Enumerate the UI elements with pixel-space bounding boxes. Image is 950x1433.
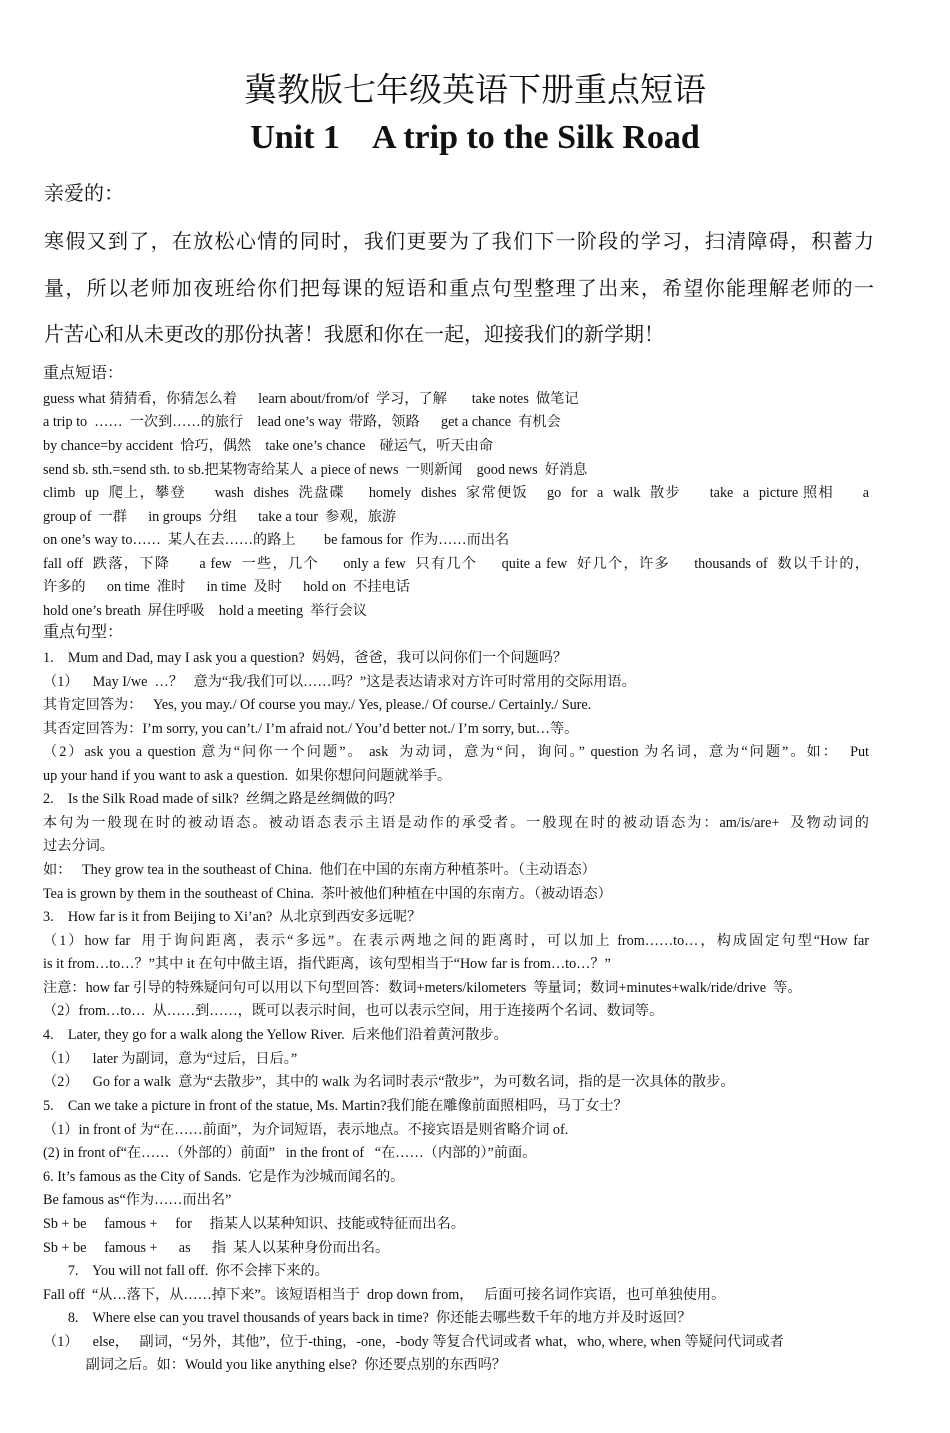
- sentence-line: 其否定回答为：I’m sorry, you can’t./ I’m afraid not./ You’d better not./ I’m sorry, but…等。: [43, 721, 579, 737]
- sentence-line: （1） May I/we …？ 意为“我/我们可以……吗？”这是表达请求对方许可时常用的交际用语。: [43, 674, 636, 690]
- sentence-line: 3. How far is it from Beijing to Xi’an? 从北京到西安多远呢？: [43, 909, 422, 925]
- sentence-line: up your hand if you want to ask a question. 如果你想问问题就举手。: [43, 768, 452, 784]
- phrase-line: send sb. sth.=send sth. to sb.把某物寄给某人 a piece of news 一则新闻 good news 好消息: [43, 462, 588, 478]
- phrase-line: 许多的 on time 准时 in time 及时 hold on 不挂电话: [43, 579, 410, 595]
- sentence-line: 过去分词。: [43, 838, 114, 854]
- sentence-line: (2) in front of“在……（外部的）前面” in the front of “在……（内部的）”前面。: [43, 1145, 537, 1161]
- intro-line: 片苦心和从未更改的那份执著！我愿和你在一起，迎接我们的新学期！: [44, 324, 664, 346]
- unit-title: Unit 1 A trip to the Silk Road: [250, 119, 700, 156]
- sentence-line: （1）in front of 为“在……前面”，为介词短语，表示地点。不接宾语是则省略介词 of.: [43, 1122, 569, 1138]
- phrase-line: a trip to …… 一次到……的旅行 lead one’s way 带路，领路 get a chance 有机会: [43, 414, 561, 430]
- sentence-line: 如： They grow tea in the southeast of China. 他们在中国的东南方种植茶叶。（主动语态）: [43, 862, 596, 878]
- sentence-line: 6. It’s famous as the City of Sands. 它是作为沙城而闻名的。: [43, 1169, 405, 1185]
- sentence-line: 5. Can we take a picture in front of the statue, Ms. Martin?我们能在雕像前面照相吗，马丁女士？: [43, 1098, 628, 1114]
- sentence-line: （1） later 为副词，意为“过后，日后。”: [43, 1051, 298, 1067]
- sentence-line: 注意：how far 引导的特殊疑问句可以用以下句型回答：数词+meters/kilometers 等量词；数词+minutes+walk/ride/drive 等。: [43, 980, 802, 996]
- phrase-line: climb up 爬上，攀登 wash dishes 洗盘碟 homely dishes 家常便饭 go for a walk 散步 take a picture 照相 a: [43, 485, 869, 501]
- intro-line: 量，所以老师加夜班给你们把每课的短语和重点句型整理了出来，希望你能理解老师的一: [44, 278, 874, 300]
- sentence-line: （2）ask you a question 意为“问你一个问题”。 ask 为动词，意为“问，询问。” question 为名词，意为“问题”。如： Put: [43, 744, 869, 760]
- sentence-line: （1） else， 副词，“另外，其他”，位于-thing，-one，-body 等复合代词或者 what，who, where, when 等疑问代词或者: [43, 1334, 784, 1350]
- sentence-line: 8. Where else can you travel thousands of years back in time? 你还能去哪些数千年的地方并及时返回？: [43, 1310, 692, 1326]
- sentence-line: Sb + be famous + for 指某人以某种知识、技能或特征而出名。: [43, 1216, 465, 1232]
- sentence-line: 4. Later, they go for a walk along the Yellow River. 后来他们沿着黄河散步。: [43, 1027, 508, 1043]
- sentence-line: 本句为一般现在时的被动语态。被动语态表示主语是动作的承受者。一般现在时的被动语态为：am/is/are+ 及物动词的: [43, 815, 869, 831]
- phrase-line: on one’s way to…… 某人在去……的路上 be famous for 作为……而出名: [43, 532, 510, 548]
- sentence-line: Tea is grown by them in the southeast of China. 茶叶被他们种植在中国的东南方。（被动语态）: [43, 886, 612, 902]
- sentence-line: Sb + be famous + as 指 某人以某种身份而出名。: [43, 1240, 390, 1256]
- sentence-line: Fall off “从…落下，从……掉下来”。该短语相当于 drop down from， 后面可接名词作宾语，也可单独使用。: [43, 1287, 726, 1303]
- phrases-heading: 重点短语：: [43, 365, 124, 382]
- sentence-line: （2）from…to… 从……到……，既可以表示时间，也可以表示空间，用于连接两个名词、数词等。: [43, 1003, 664, 1019]
- sentence-line: （2） Go for a walk 意为“去散步”，其中的 walk 为名词时表示“散步”，为可数名词，指的是一次具体的散步。: [43, 1074, 735, 1090]
- sentence-line: 7. You will not fall off. 你不会摔下来的。: [43, 1263, 329, 1279]
- sentence-line: 2. Is the Silk Road made of silk? 丝绸之路是丝绸做的吗？: [43, 791, 402, 807]
- document-title: 冀教版七年级英语下册重点短语: [244, 73, 706, 109]
- phrase-line: hold one’s breath 屏住呼吸 hold a meeting 举行会议: [43, 603, 367, 619]
- phrase-line: guess what 猜猜看，你猜怎么着 learn about/from/of 学习，了解 take notes 做笔记: [43, 391, 579, 407]
- sentences-heading: 重点句型：: [43, 624, 124, 641]
- greeting: 亲爱的：: [44, 183, 124, 205]
- sentence-line: 1. Mum and Dad, may I ask you a question? 妈妈，爸爸，我可以问你们一个问题吗？: [43, 650, 568, 666]
- phrase-line: by chance=by accident 恰巧，偶然 take one’s chance 碰运气，听天由命: [43, 438, 494, 454]
- sentence-line: 其肯定回答为： Yes, you may./ Of course you may./ Yes, please./ Of course./ Certainly./ Sure.: [43, 697, 592, 713]
- phrase-line: group of 一群 in groups 分组 take a tour 参观，旅游: [43, 509, 397, 525]
- sentence-line: （1）how far 用于询问距离，表示“多远”。在表示两地之间的距离时，可以加上 from……to…，构成固定句型“How far: [43, 933, 869, 949]
- sentence-line: is it from…to…？”其中 it 在句中做主语，指代距离，该句型相当于“How far is from…to…？”: [43, 956, 611, 972]
- sentence-line: 副词之后。如：Would you like anything else? 你还要点别的东西吗？: [43, 1357, 507, 1373]
- sentence-line: Be famous as“作为……而出名”: [43, 1192, 232, 1208]
- intro-line: 寒假又到了，在放松心情的同时，我们更要为了我们下一阶段的学习，扫清障碍，积蓄力: [44, 231, 874, 253]
- phrase-line: fall off 跌落，下降 a few 一些，几个 only a few 只有几个 quite a few 好几个，许多 thousands of 数以千计的，: [43, 556, 869, 572]
